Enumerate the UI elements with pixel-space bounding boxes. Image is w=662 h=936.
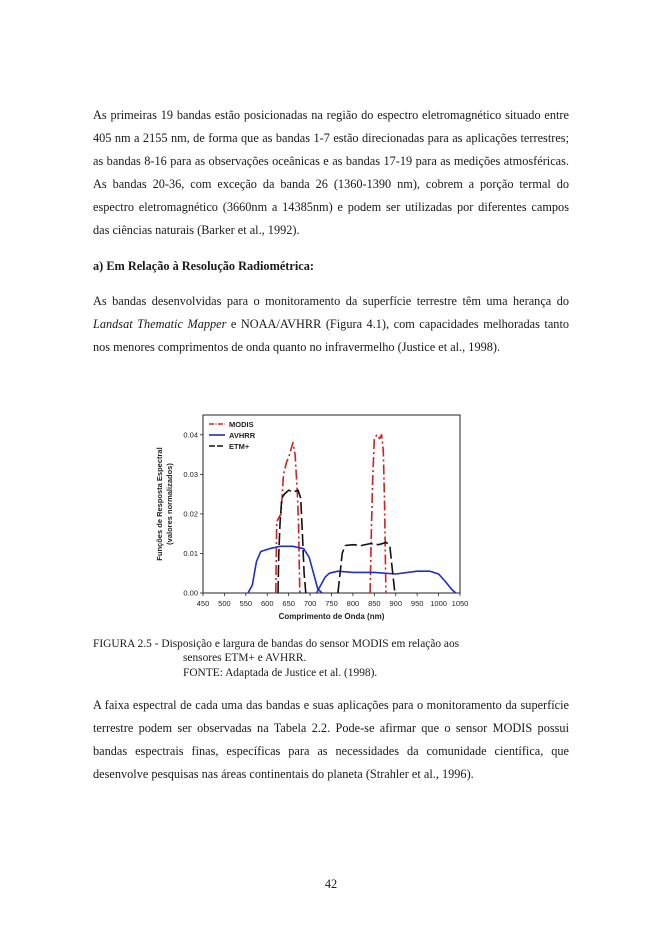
paragraph-heritage-part2: e NOAA/AVHRR (Figura 4.1), com capacidades melhoradas tanto nos menores comprimentos de onda quanto no infravermelho (Justice et al., 1998). (93, 317, 570, 355)
series-line-etm (338, 542, 395, 593)
paragraph-bands-intro: As primeiras 19 bandas estão posicionadas na região do espectro eletromagnético situado entre 405 nm a 2155 nm, de forma que as bandas 1-7 estão direcionadas para as aplicações terrestres; as bandas 8-16 para as observações oceânicas e as bandas 17-19 para as medições atmosféricas. As bandas 20-36, com exceção da banda 26 (1360-1390 nm), cobrem a porção termal do espectro eletromagnético (3660nm a 14385nm) e podem ser utilizadas por diferentes campos das ciências naturais (Barker et al., 1992). (93, 108, 569, 238)
series-line-modis (276, 443, 300, 593)
x-tick-label: 500 (218, 599, 231, 608)
section-heading: a) Em Relação à Resolução Radiométrica: (93, 259, 314, 273)
caption-line-2: sensores ETM+ e AVHRR. (183, 652, 307, 665)
legend-label: MODIS (229, 419, 254, 429)
y-axis-sublabel: (valores normalizados) (165, 463, 174, 545)
series-line-etm (278, 490, 306, 593)
x-tick-label: 650 (282, 599, 295, 608)
x-tick-label: 700 (303, 599, 317, 608)
series-line-modis (370, 435, 386, 593)
legend-label: ETM+ (229, 441, 250, 451)
y-tick-label: 0.04 (183, 430, 198, 440)
y-tick-label: 0.01 (183, 548, 198, 558)
y-tick-label: 0.02 (183, 509, 198, 519)
series-line-avhrr (248, 546, 322, 593)
y-axis-label: Funções de Resposta Espectral (155, 447, 164, 561)
x-axis-label: Comprimento de Onda (nm) (278, 612, 385, 621)
landsat-italic: Landsat Thematic Mapper (93, 317, 227, 332)
y-tick-label: 0.03 (183, 469, 198, 479)
x-tick-label: 900 (389, 599, 403, 608)
x-tick-label: 450 (196, 599, 210, 608)
page-number: 42 (324, 877, 338, 891)
x-tick-label: 950 (410, 599, 424, 608)
caption-source: FONTE: Adaptada de Justice et al. (1998). (183, 666, 378, 679)
y-tick-label: 0.00 (183, 588, 198, 598)
x-tick-label: 750 (325, 599, 338, 608)
x-tick-label: 550 (239, 599, 253, 608)
paragraph-heritage-part1: As bandas desenvolvidas para o monitoramento da superfície terrestre têm uma herança do (93, 294, 569, 308)
spectral-response-chart (150, 410, 470, 635)
caption-line-1: FIGURA 2.5 - Disposição e largura de bandas do sensor MODIS em relação aos (93, 638, 460, 650)
x-tick-label: 600 (260, 599, 274, 608)
figure-caption (93, 637, 459, 680)
paragraph-heritage (93, 290, 569, 359)
paragraph-table-ref: A faixa espectral de cada uma das bandas e suas aplicações para o monitoramento da superfície terrestre podem ser observadas na Tabela 2.2. Pode-se afirmar que o sensor MODIS possui bandas espectrais finas, específicas para as necessidades da comunidade científica, que desenvolve pesquisas nas áreas continentais do planeta (Strahler et al., 1996). (93, 698, 569, 782)
legend-label: AVHRR (229, 430, 256, 440)
x-tick-label: 850 (368, 599, 381, 608)
x-tick-label: 1050 (451, 599, 469, 608)
x-tick-label: 1000 (430, 599, 447, 608)
x-tick-label: 800 (346, 599, 360, 608)
